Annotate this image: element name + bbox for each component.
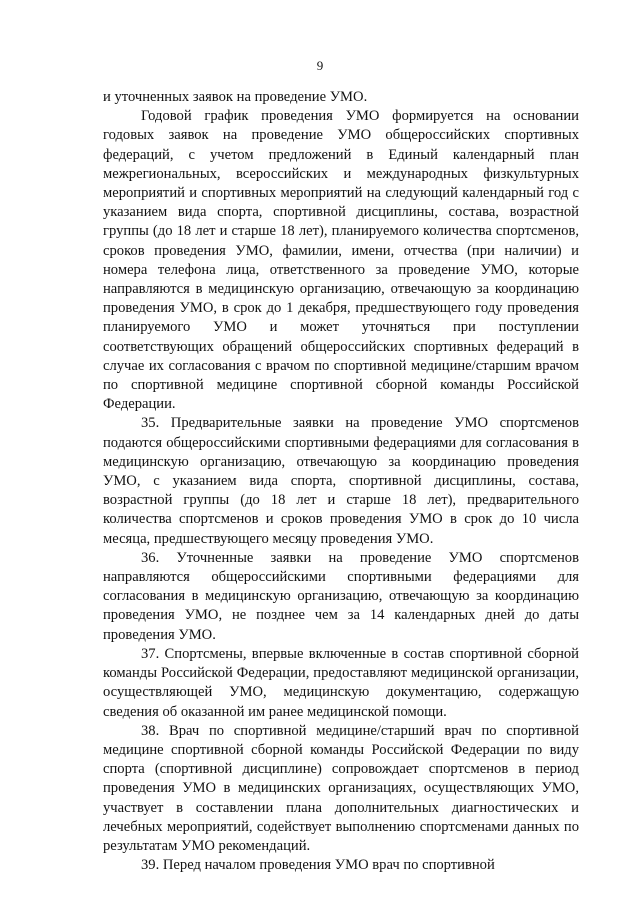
paragraph-36: 36. Уточненные заявки на проведение УМО спортсменов направляются общероссийскими спортивными федерациями для согласования в медицинскую организацию, отвечающую за координацию проведения УМО, не позднее чем за 14 календарных дней до даты проведения УМО. [103, 549, 579, 643]
paragraph-38: 38. Врач по спортивной медицине/старший врач по спортивной медицине спортивной сборной команды Российской Федерации по виду спорта (спортивной дисциплине) сопровождает спортсменов в период проведения УМО в медицинских организациях, осуществляющих УМО, участвует в составлении плана дополнительных диагностических и лечебных мероприятий, содействует выполнению спортсменами данных по результатам УМО рекомендаций. [103, 722, 579, 854]
paragraph-continuation: и уточненных заявок на проведение УМО. [103, 89, 368, 105]
paragraph-37: 37. Спортсмены, впервые включенные в состав спортивной сборной команды Российской Федерации, предоставляют медицинской организации, осуществляющей УМО, медицинскую документацию, содержащую сведения об оказанной им ранее медицинской помощи. [103, 645, 579, 720]
document-body [103, 88, 579, 875]
paragraph-35: 35. Предварительные заявки на проведение УМО спортсменов подаются общероссийскими спортивными федерациями для согласования в медицинскую организацию, отвечающую за координацию проведения УМО, с указанием вида спорта, спортивной дисциплины, состава, возрастной группы (до 18 лет и старше 18 лет), предварительного количества спортсменов и сроков проведения УМО в срок до 10 числа месяца, предшествующего месяцу проведения УМО. [103, 415, 579, 547]
paragraph-annual-schedule: Годовой график проведения УМО формируется на основании годовых заявок на проведение УМО общероссийских спортивных федераций, с учетом предложений в Единый календарный план межрегиональных, всероссийских и международных физкультурных мероприятий и спортивных мероприятий на следующий календарный год с указанием вида спорта, спортивной дисциплины, состава, возрастной группы (до 18 лет и старше 18 лет), планируемого количества спортсменов, сроков проведения УМО, фамилии, имени, отчества (при наличии) и номера телефона лица, ответственного за проведение УМО, которые направляются в медицинскую организацию, отвечающую за координацию проведения УМО, в срок до 1 декабря, предшествующего году проведения планируемого УМО и может уточняться при поступлении соответствующих обращений общероссийских спортивных федераций в случае их согласования с врачом по спортивной медицине/старшим врачом по спортивной медицине спортивной сборной команды Российской Федерации. [103, 108, 579, 413]
paragraph-39: 39. Перед началом проведения УМО врач по спортивной [141, 857, 495, 874]
page-number: 9 [316, 58, 324, 73]
